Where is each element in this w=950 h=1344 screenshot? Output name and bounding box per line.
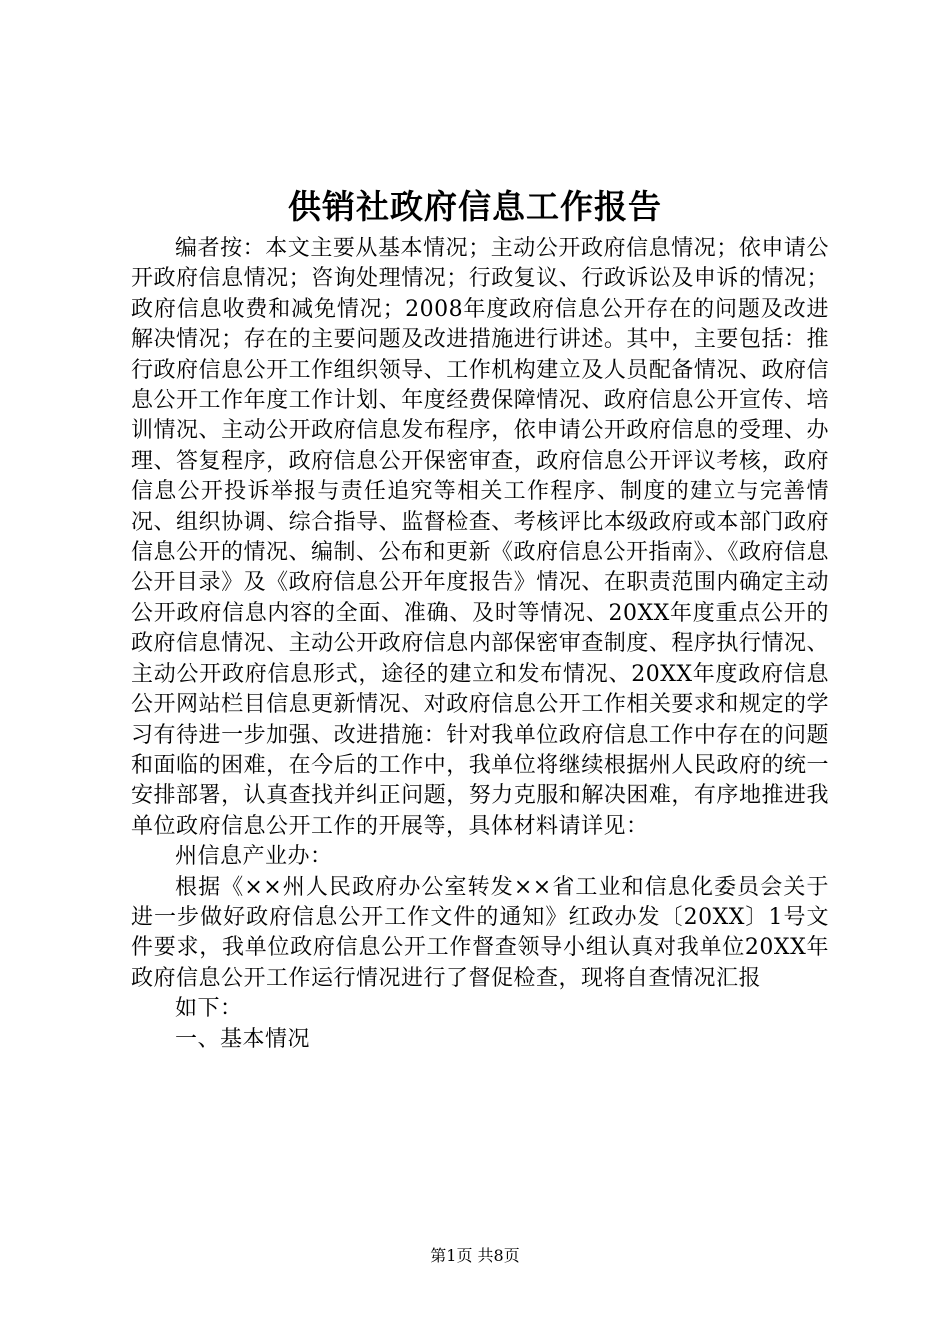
document-body [131,234,829,1055]
paragraph-as-follows: 如下： [175,996,243,1022]
document-title: 供销社政府信息工作报告 [288,187,662,226]
paragraph-recipient: 州信息产业办： [175,844,333,870]
paragraph-editor-note: 编者按：本文主要从基本情况；主动公开政府信息情况；依申请公开政府信息情况；咨询处理情况；行政复议、行政诉讼及申诉的情况；政府信息收费和减免情况；2008年度政府信息公开存在的问题及改进解决情况；存在的主要问题及改进措施进行讲述。其中，主要包括：推行政府信息公开工作组织领导、工作机构建立及人员配备情况、政府信息公开工作年度工作计划、年度经费保障情况、政府信息公开宣传、培训情况、主动公开政府信息发布程序，依申请公开政府信息的受理、办理、答复程序，政府信息公开保密审查，政府信息公开评议考核，政府信息公开投诉举报与责任追究等相关工作程序、制度的建立与完善情况、组织协调、综合指导、监督检查、考核评比本级政府或本部门政府信息公开的情况、编制、公布和更新《政府信息公开指南》、《政府信息公开目录》及《政府信息公开年度报告》情况、在职责范围内确定主动公开政府信息内容的全面、准确、及时等情况、20XX年度重点公开的政府信息情况、主动公开政府信息内部保密审查制度、程序执行情况、主动公开政府信息形式，途径的建立和发布情况、20XX年度政府信息公开网站栏目信息更新情况、对政府信息公开工作相关要求和规定的学习有待进一步加强、改进措施：针对我单位政府信息工作中存在的问题和面临的困难，在今后的工作中，我单位将继续根据州人民政府的统一安排部署，认真查找并纠正问题，努力克服和解决困难，有序地推进我单位政府信息公开工作的开展等，具体材料请详见： [131,236,830,839]
paragraph-basis: 根据《××州人民政府办公室转发××省工业和信息化委员会关于进一步做好政府信息公开工作文件的通知》红政办发〔20XX〕1号文件要求，我单位政府信息公开工作督查领导小组认真对我单位20XX年政府信息公开工作运行情况进行了督促检查，现将自查情况汇报 [131,874,829,991]
section-heading-basic-situation: 一、基本情况 [175,1026,311,1052]
page-number-footer: 第1页 共8页 [430,1246,520,1265]
